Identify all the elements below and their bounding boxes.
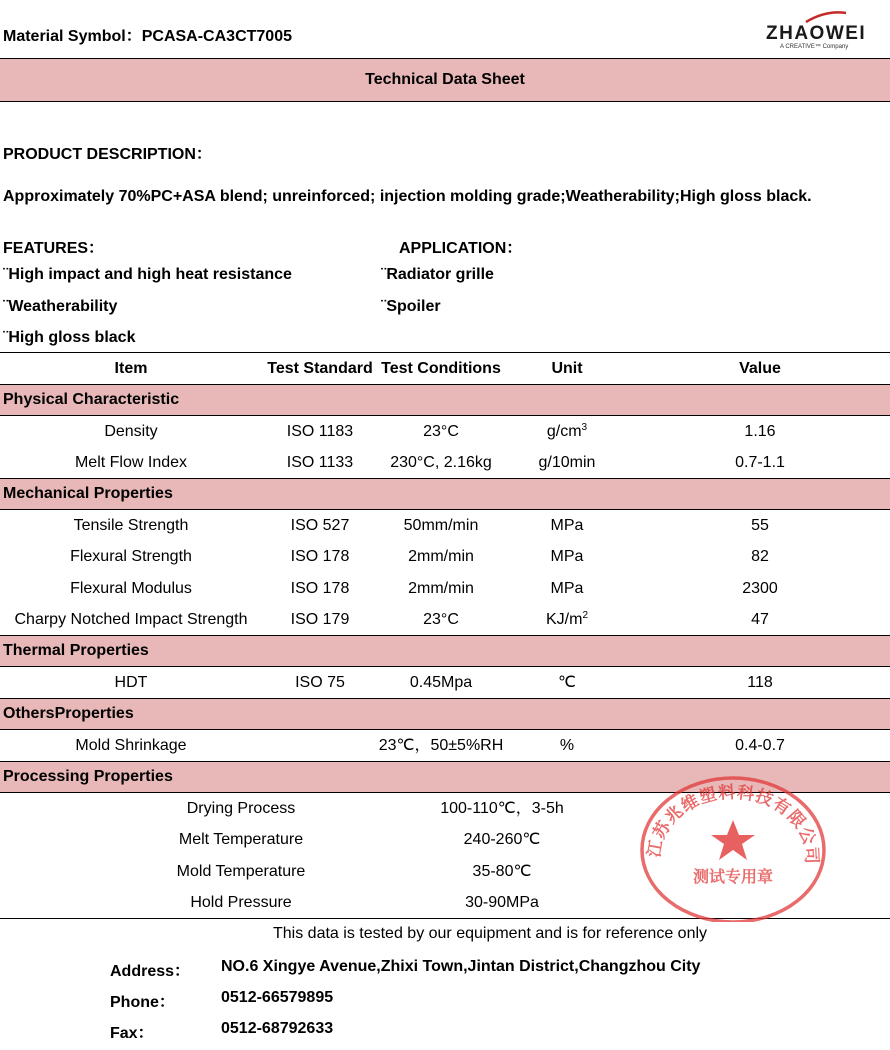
material-symbol-label: Material Symbol：	[3, 28, 142, 45]
cell-item: Charpy Notched Impact Strength	[14, 611, 248, 628]
cell-unit: MPa	[550, 548, 584, 565]
cell-value: 82	[751, 548, 769, 565]
cell-item: Hold Pressure	[190, 894, 292, 911]
unit-superscript: 3	[581, 422, 588, 433]
unit-text: g/cm	[546, 423, 582, 440]
material-symbol-value: PCASA-CA3CT7005	[141, 28, 292, 45]
cell-item: Tensile Strength	[73, 517, 189, 534]
cell-item: Drying Process	[186, 800, 296, 817]
cell-value: 240-260℃	[463, 831, 541, 848]
fax-label: Fax：	[110, 1025, 154, 1042]
address-value: NO.6 Xingye Avenue,Zhixi Town,Jintan District,Changzhou City	[221, 958, 701, 975]
column-header-value: Value	[739, 360, 781, 377]
cell-standard: ISO 1133	[286, 454, 354, 471]
cell-item: Flexural Strength	[70, 548, 192, 565]
reference-note-text: This data is tested by our equipment and is for reference only	[273, 925, 708, 942]
section-mechanical: Mechanical Properties	[0, 478, 890, 510]
logo-wordmark: ZHAOWEI	[766, 23, 867, 44]
table-row	[0, 573, 890, 604]
cell-value: 118	[747, 674, 773, 691]
document-title: Technical Data Sheet	[0, 58, 890, 102]
product-description-text: Approximately 70%PC+ASA blend; unreinforced; injection molding grade;Weatherability;High gloss black.	[3, 188, 812, 205]
material-symbol	[3, 23, 292, 46]
company-logo	[766, 8, 884, 52]
product-description-heading: PRODUCT DESCRIPTION：	[3, 146, 212, 163]
cell-unit: MPa	[550, 580, 584, 597]
svg-text:测试专用章: 测试专用章	[692, 867, 774, 886]
cell-unit: ℃	[558, 674, 576, 691]
cell-item: Melt Temperature	[178, 831, 304, 848]
cell-conditions: 2mm/min	[408, 580, 474, 597]
cell-unit: %	[559, 737, 575, 754]
cell-standard: ISO 178	[290, 548, 350, 565]
cell-conditions: 23°C	[423, 611, 459, 628]
column-header-standard: Test Standard	[267, 360, 373, 377]
cell-conditions: 0.45Mpa	[409, 674, 473, 691]
application-item: ¨Spoiler	[381, 298, 441, 315]
cell-standard: ISO 75	[295, 674, 345, 691]
cell-value: 30-90MPa	[465, 894, 539, 911]
cell-standard	[262, 730, 378, 761]
cell-item: Flexural Modulus	[70, 580, 192, 597]
table-row	[0, 447, 890, 478]
cell-standard: ISO 179	[290, 611, 350, 628]
cell-standard: ISO 178	[290, 580, 350, 597]
section-physical: Physical Characteristic	[0, 384, 890, 416]
phone-label: Phone：	[110, 994, 175, 1011]
table-row	[0, 416, 890, 447]
unit-superscript: 2	[582, 610, 588, 621]
section-thermal: Thermal Properties	[0, 635, 890, 667]
logo-tagline: A CREATIVE™ Company	[780, 44, 849, 50]
company-seal-stamp	[638, 772, 828, 922]
cell-item: Mold Temperature	[176, 863, 306, 880]
svg-text:江苏兆维塑料科技有限公司: 江苏兆维塑料科技有限公司	[644, 782, 822, 866]
cell-conditions: 50mm/min	[403, 517, 479, 534]
feature-item: ¨High gloss black	[3, 329, 136, 346]
table-row	[0, 541, 890, 572]
cell-conditions: 230°C, 2.16kg	[390, 454, 492, 471]
cell-item: Melt Flow Index	[74, 454, 188, 471]
cell-conditions: 23°C	[423, 423, 459, 440]
cell-unit: MPa	[550, 517, 584, 534]
table-row	[0, 510, 890, 541]
cell-unit	[504, 604, 630, 635]
cell-value: 0.4-0.7	[735, 737, 785, 754]
column-header-item: Item	[114, 360, 148, 377]
cell-unit	[504, 416, 630, 447]
cell-item: Mold Shrinkage	[75, 737, 187, 754]
section-processing: Processing Properties	[0, 761, 890, 793]
cell-unit: g/10min	[538, 454, 596, 471]
cell-value: 55	[751, 517, 769, 534]
cell-value: 100-110℃，3-5h	[440, 800, 564, 817]
application-item: ¨Radiator grille	[381, 266, 494, 283]
unit-text: KJ/m	[545, 611, 583, 628]
cell-standard: ISO 527	[290, 517, 350, 534]
cell-value: 2300	[742, 580, 778, 597]
feature-item: ¨High impact and high heat resistance	[3, 266, 292, 283]
table-row	[0, 667, 890, 698]
table-header-row	[0, 353, 890, 384]
feature-item: ¨Weatherability	[3, 298, 118, 315]
cell-conditions: 23℃，50±5%RH	[378, 737, 504, 754]
features-heading: FEATURES：	[3, 240, 105, 257]
cell-value: 1.16	[744, 423, 776, 440]
cell-conditions: 2mm/min	[408, 548, 474, 565]
cell-standard: ISO 1183	[286, 423, 354, 440]
phone-value: 0512-66579895	[221, 989, 334, 1006]
column-header-unit: Unit	[551, 360, 583, 377]
cell-value: 0.7-1.1	[735, 454, 785, 471]
fax-value: 0512-68792633	[221, 1020, 334, 1037]
application-heading: APPLICATION：	[399, 240, 523, 257]
column-header-conditions: Test Conditions	[381, 360, 501, 377]
cell-item: Density	[104, 423, 158, 440]
cell-item: HDT	[114, 674, 148, 691]
section-others: OthersProperties	[0, 698, 890, 730]
address-label: Address：	[110, 963, 191, 980]
cell-value: 35-80℃	[472, 863, 532, 880]
table-row	[0, 604, 890, 635]
cell-value: 47	[751, 611, 769, 628]
table-row	[0, 730, 890, 761]
